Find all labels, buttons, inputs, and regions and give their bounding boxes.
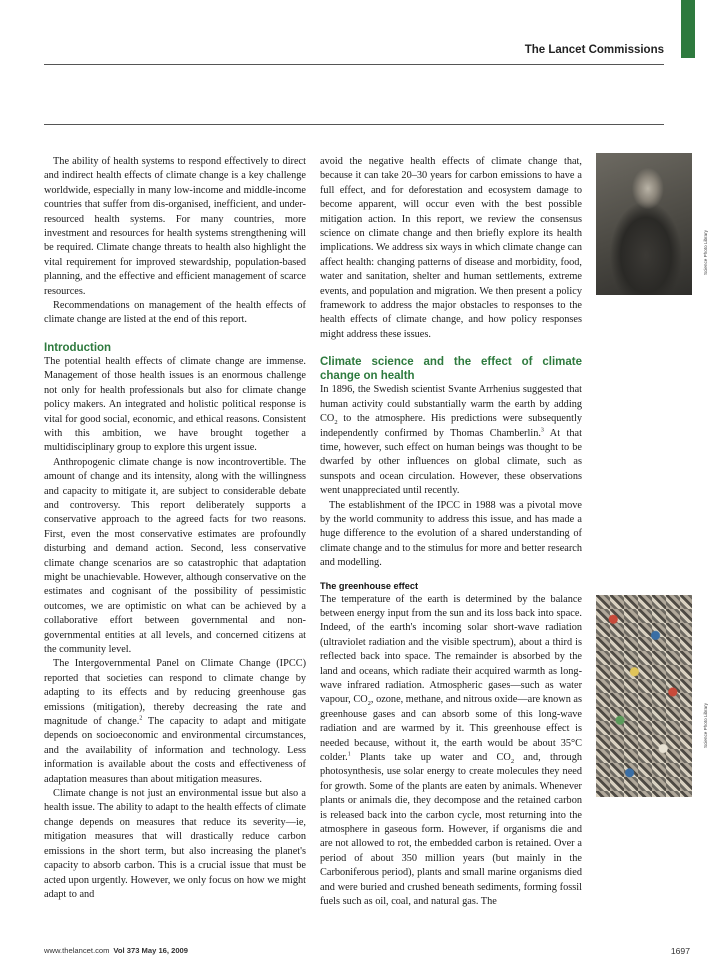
section-color-tab <box>681 0 695 58</box>
footer-site-link[interactable]: www.thelancet.com <box>44 946 110 955</box>
paragraph: The potential health effects of climate change are immense. Management of those health issues is an enormous challenge not only for health professionals but also for climate change policy makers. An integrated and holistic political response is vital for good social, economic, and ethical reasons. Consistent with this ambition, we have brought together a multidisciplinary group to explore this urgent issue. <box>44 355 306 454</box>
section-heading-introduction: Introduction <box>44 341 112 354</box>
citation-ref: 1 <box>347 751 351 758</box>
left-text-column <box>44 155 306 902</box>
paragraph: Climate change is not just an environmental issue but also a health issue. The ability to adapt to the health effects of climate change depends on measures that reduce its severity—ie, mitigation measures that will drastically reduce carbon emissions in the short term, but also increasing the planet's capacity to absorb carbon. This is a crucial issue that must be acted upon urgently. However, we only focus on how we might adapt to and <box>44 788 306 900</box>
subscript: 2 <box>367 700 371 708</box>
middle-text-column <box>320 155 582 910</box>
greenhouse-mosaic-photo <box>596 595 692 797</box>
journal-section-header: The Lancet Commissions <box>524 44 664 56</box>
subscript: 2 <box>334 419 338 427</box>
photo-credit: Science Photo Library <box>703 230 708 275</box>
paragraph: The temperature of the earth is determined by the balance between energy input from the sun and its loss back into space. Indeed, of the earth's incoming solar short-wave radiation (ultraviolet radiation and the visible spectrum), about a third is reflected back into space. The remainder is absorbed by the land and oceans, which radiate their acquired warmth as long-wave infrared radiation. Atmospheric gases—such as water vapour, $CO_2$, ozone, methane, and nitrous oxide—are known as greenhouse gases and can absorb some of this long-wave radiation and are warmed by it. This greenhouse effect is needed because, without it, the earth would be about 35°C colder.$^1$ Plants take up water and $CO_2$ and, through photosynthesis, use solar energy to create molecules they need for growth. Some of the plants are eaten by animals. Whenever plants or animals die, they decompose and the retained carbon is released back into the carbon cycle, most returning into the atmosphere in gaseous form. However, if organisms die and are not allowed to rot, the embedded carbon is retained. Over a period of about 350 million years (but mainly in the Carboniferous period), plants and small marine organisms died and were buried and crushed beneath sediments, forming fossil fuels such as oil, coal, and natural gas. The <box>320 593 583 908</box>
paragraph: The ability of health systems to respond effectively to direct and indirect health effects of climate change is a key challenge worldwide, especially in many low-income and middle-income countries that suffer from dis-organised, inefficient, and under-resourced health systems. For many countries, more investment and resources for health systems strengthening will be required. Climate change threats to health also highlight the vital requirement for improved stewardship, population-based planning, and the effective and efficient management of scarce resources. <box>44 156 306 297</box>
paragraph: Recommendations on management of the health effects of climate change are listed at the end of this report. <box>44 300 306 326</box>
footer-volume: Vol 373 May 16, 2009 <box>113 946 189 955</box>
section-rule <box>44 124 664 125</box>
paragraph: In 1896, the Swedish scientist Svante Arrhenius suggested that human activity could substantially warm the earth by adding $CO_2$ to the atmosphere. His predictions were subsequently independently confirmed by Thomas Chamberlin.$^3$ At that time, however, such effect on human beings was thought to be dwarfed by other influences on global climate, such as sunspots and ocean circulation. However, these observations went unappreciated until recently. <box>320 384 582 497</box>
subscript: 2 <box>510 758 515 766</box>
section-heading-climate-science: Climate science and the effect of climate change on health <box>320 356 582 383</box>
citation-ref: 3 <box>540 427 544 434</box>
paragraph: Anthropogenic climate change is now incontrovertible. The amount of change and its intensity, along with the willingness and capacity to mitigate it, are subject to considerable debate and controversy. This report deliberately supports a conservative approach to the agreed facts for two reasons. First, even the most conservative estimates are profoundly disturbing and demand action. Second, less conservative climate change scenarios are so catastrophic that adaptation might be unachievable. However, although conservative on the estimates and cognisant of the possibility of pessimistic outcomes, we are optimistic on what can be achieved by a collaborative effort between governmental and non-governmental entities at all levels, and concerned citizens at the community level. <box>44 456 306 655</box>
paragraph: The Intergovernmental Panel on Climate Change (IPCC) reported that societies can respond to climate change by adapting to its effects and by reducing greenhouse gas emissions (mitigation), thereby decreasing the rate and magnitude of change.$^2$ The capacity to adapt and mitigate depends on socioeconomic and environmental circumstances, and the availability of information and technology. Less information is available about the costs and effectiveness of adaptation measures than about mitigation measures. <box>44 658 307 785</box>
paragraph: The establishment of the IPCC in 1988 was a pivotal move by the world community to address this issue, and has made a huge difference to the evolution of a shared understanding of climate change and to the stimulus for more and better research and modelling. <box>320 499 582 569</box>
citation-ref: 2 <box>139 715 143 722</box>
photo-credit: Science Photo Library <box>703 703 708 748</box>
page-number: 1697 <box>670 946 690 956</box>
subsection-heading-greenhouse: The greenhouse effect <box>320 580 419 591</box>
arrhenius-portrait-photo <box>596 153 692 295</box>
footer-citation <box>44 946 188 955</box>
paragraph: avoid the negative health effects of climate change that, because it can take 20–30 years for carbon emissions to have a full effect, and for deforestation and ecosystem damage to become apparent, will occur even with the best possible mitigation action. In this report, we review the consensus science on climate change and then briefly explore its health implications. We address six ways in which climate change can affect health: changing patterns of disease and morbidity, food, water and sanitation, shelter and human settlements, extreme events, and population and migration. We then present a policy framework to address the major obstacles to responses to the health effects of climate change, and how policy responses might address these issues. <box>320 156 582 340</box>
header-rule <box>44 64 664 65</box>
